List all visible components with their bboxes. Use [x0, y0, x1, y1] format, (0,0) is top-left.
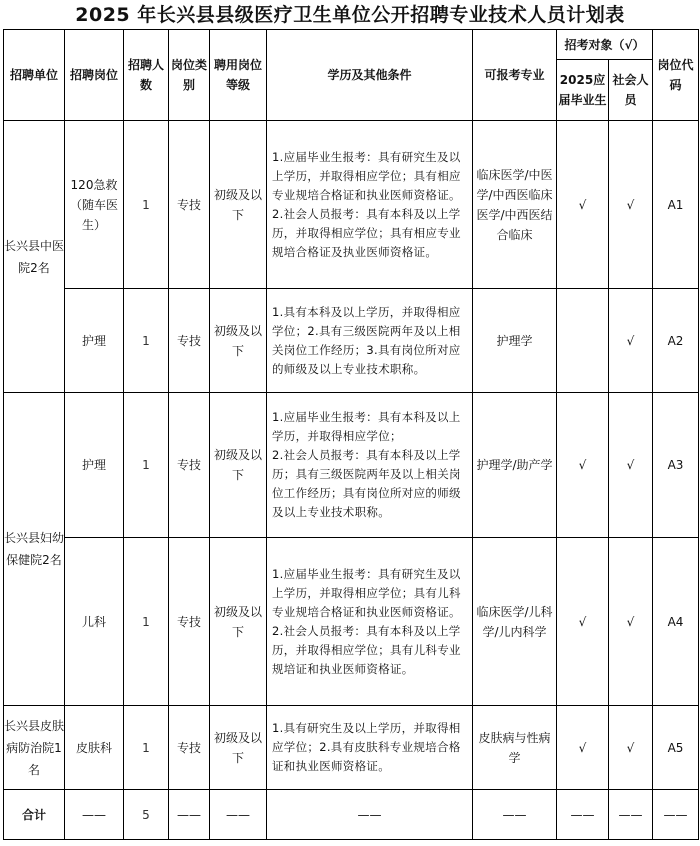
- header-unit: 招聘单位: [4, 30, 65, 121]
- cell-code: A2: [653, 289, 699, 393]
- cell-code: A3: [653, 393, 699, 538]
- total-level: ——: [210, 790, 267, 840]
- header-conditions: 学历及其他条件: [267, 30, 473, 121]
- cell-count: 1: [124, 289, 169, 393]
- cell-majors: 护理学: [473, 289, 557, 393]
- cell-category: 专技: [169, 538, 210, 706]
- total-conditions: ——: [267, 790, 473, 840]
- cell-social: √: [609, 538, 653, 706]
- cell-majors: 临床医学/中医学/中西医临床医学/中西医结合临床: [473, 121, 557, 289]
- cell-level: 初级及以下: [210, 706, 267, 790]
- header-level: 聘用岗位等级: [210, 30, 267, 121]
- cell-majors: 护理学/助产学: [473, 393, 557, 538]
- cell-social: √: [609, 393, 653, 538]
- header-social: 社会人员: [609, 60, 653, 121]
- header-majors: 可报考专业: [473, 30, 557, 121]
- cell-category: 专技: [169, 121, 210, 289]
- cell-position: 皮肤科: [65, 706, 124, 790]
- header-position: 招聘岗位: [65, 30, 124, 121]
- page-title: 2025 年长兴县县级医疗卫生单位公开招聘专业技术人员计划表: [75, 4, 625, 26]
- total-count: 5: [124, 790, 169, 840]
- header-target: 招考对象（√）: [557, 30, 653, 60]
- table-row: [4, 121, 699, 289]
- table-row: [4, 289, 699, 393]
- header-code: 岗位代码: [653, 30, 699, 121]
- cell-graduate: √: [557, 393, 609, 538]
- cell-level: 初级及以下: [210, 393, 267, 538]
- cell-category: 专技: [169, 706, 210, 790]
- cell-category: 专技: [169, 393, 210, 538]
- cell-code: A1: [653, 121, 699, 289]
- recruitment-plan-table: [3, 29, 699, 840]
- cell-majors: 皮肤病与性病学: [473, 706, 557, 790]
- cell-count: 1: [124, 121, 169, 289]
- table-row: [4, 706, 699, 790]
- cell-conditions: 1.具有本科及以上学历，并取得相应学位；2.具有三级医院两年及以上相关岗位工作经历；3.具有岗位所对应的师级及以上专业技术职称。: [267, 289, 473, 393]
- total-category: ——: [169, 790, 210, 840]
- cell-position: 儿科: [65, 538, 124, 706]
- cell-graduate: √: [557, 706, 609, 790]
- cell-level: 初级及以下: [210, 289, 267, 393]
- total-majors: ——: [473, 790, 557, 840]
- header-category: 岗位类别: [169, 30, 210, 121]
- cell-count: 1: [124, 538, 169, 706]
- cell-conditions: 1.应届毕业生报考：具有研究生及以上学历，并取得相应学位；具有儿科专业规培合格证和执业医师资格证。 2.社会人员报考：具有本科及以上学历，并取得相应学位；具有儿科专业规培证和执业医师资格证。: [267, 538, 473, 706]
- cell-position: 护理: [65, 289, 124, 393]
- cell-social: √: [609, 121, 653, 289]
- total-label: 合计: [4, 790, 65, 840]
- unit-name: 长兴县中医院2名: [4, 121, 65, 393]
- cell-position: 120急救（随车医生）: [65, 121, 124, 289]
- cell-social: √: [609, 706, 653, 790]
- total-position: ——: [65, 790, 124, 840]
- header-graduate: 2025应届毕业生: [557, 60, 609, 121]
- cell-code: A4: [653, 538, 699, 706]
- cell-code: A5: [653, 706, 699, 790]
- cell-social: √: [609, 289, 653, 393]
- cell-level: 初级及以下: [210, 538, 267, 706]
- table-row: [4, 538, 699, 706]
- cell-count: 1: [124, 393, 169, 538]
- total-code: ——: [653, 790, 699, 840]
- cell-category: 专技: [169, 289, 210, 393]
- cell-majors: 临床医学/儿科学/儿内科学: [473, 538, 557, 706]
- unit-name: 长兴县皮肤病防治院1名: [4, 706, 65, 790]
- cell-conditions: 1.应届毕业生报考：具有本科及以上学历，并取得相应学位； 2.社会人员报考：具有本科及以上学历；具有三级医院两年及以上相关岗位工作经历；具有岗位所对应的师级及以上专业技术职称。: [267, 393, 473, 538]
- table-row: [4, 393, 699, 538]
- cell-conditions: 1.具有研究生及以上学历，并取得相应学位；2.具有皮肤科专业规培合格证和执业医师资格证。: [267, 706, 473, 790]
- cell-count: 1: [124, 706, 169, 790]
- cell-conditions: 1.应届毕业生报考：具有研究生及以上学历，并取得相应学位；具有相应专业规培合格证和执业医师资格证。 2.社会人员报考：具有本科及以上学历，并取得相应学位；具有相应专业规培合格证及执业医师资格证。: [267, 121, 473, 289]
- header-count: 招聘人数: [124, 30, 169, 121]
- total-row: [4, 790, 699, 840]
- total-social: ——: [609, 790, 653, 840]
- total-graduate: ——: [557, 790, 609, 840]
- cell-graduate: [557, 289, 609, 393]
- cell-graduate: √: [557, 121, 609, 289]
- cell-position: 护理: [65, 393, 124, 538]
- unit-name: 长兴县妇幼保健院2名: [4, 393, 65, 706]
- cell-graduate: √: [557, 538, 609, 706]
- cell-level: 初级及以下: [210, 121, 267, 289]
